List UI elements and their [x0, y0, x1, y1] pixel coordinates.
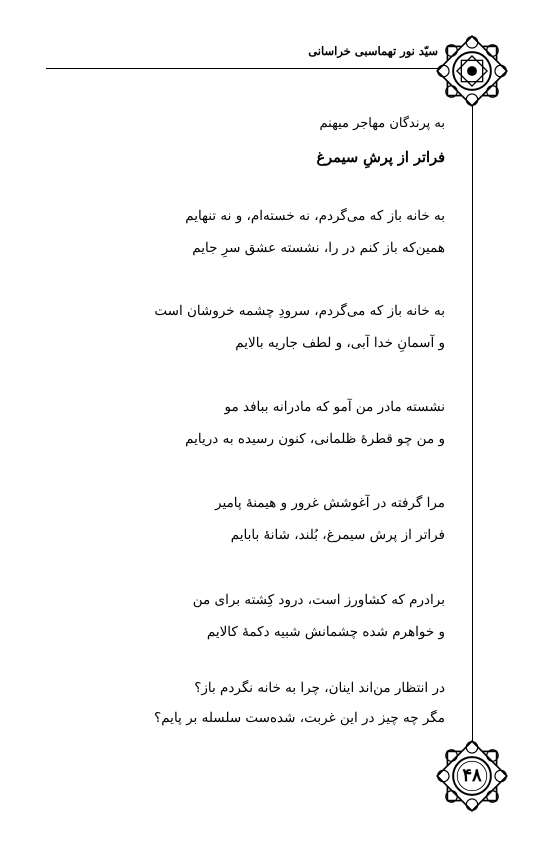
poem-line: نشسته مادر من آمو که مادرانه ببافد مو	[224, 399, 445, 415]
poem-line: و من چو قطرهٔ ظلمانی، کنون رسیده به دریایم	[185, 431, 445, 447]
poem-dedication: به پرندگان مهاجر میهنم	[319, 116, 445, 131]
poem-line: مگر چه چیز در این غربت، شده‌ست سلسله بر پایم؟	[154, 710, 445, 726]
poem-line: فراتر از پرش سیمرغ، بُلند، شانهٔ بابایم	[230, 527, 445, 543]
poem-line: مرا گرفته در آغوشش غرور و هیمنهٔ پامیر	[215, 495, 445, 511]
poem-line: همین‌که باز کنم در را، نشسته عشق سرِ جایم	[192, 240, 445, 256]
page-number: ۴۸	[462, 764, 482, 786]
rosette-ornament-icon	[431, 30, 513, 112]
header-rule	[46, 68, 446, 69]
poem-line: در انتظار من‌اند اینان، چرا به خانه نگردم باز؟	[194, 680, 445, 696]
running-header-title: سیّد نور تهماسبی خراسانی	[308, 44, 438, 58]
margin-vertical-rule	[472, 94, 473, 744]
poem-line: برادرم که کشاورز است، درود کِشته برای من	[192, 592, 445, 608]
poem-line: و آسمانِ خدا آبی، و لطف جاریه بالایم	[235, 335, 445, 351]
poem-title: فراتر از پرشِ سیمرغ	[316, 149, 445, 166]
poem-line: و خواهرم شده چشمانش شبیه دکمهٔ کالایم	[206, 624, 445, 640]
poem-line: به خانه باز که می‌گردم، سرودِ چشمه خروشان است	[154, 303, 445, 319]
poem-line: به خانه باز که می‌گردم، نه خسته‌ام، و نه تنهایم	[185, 208, 445, 224]
